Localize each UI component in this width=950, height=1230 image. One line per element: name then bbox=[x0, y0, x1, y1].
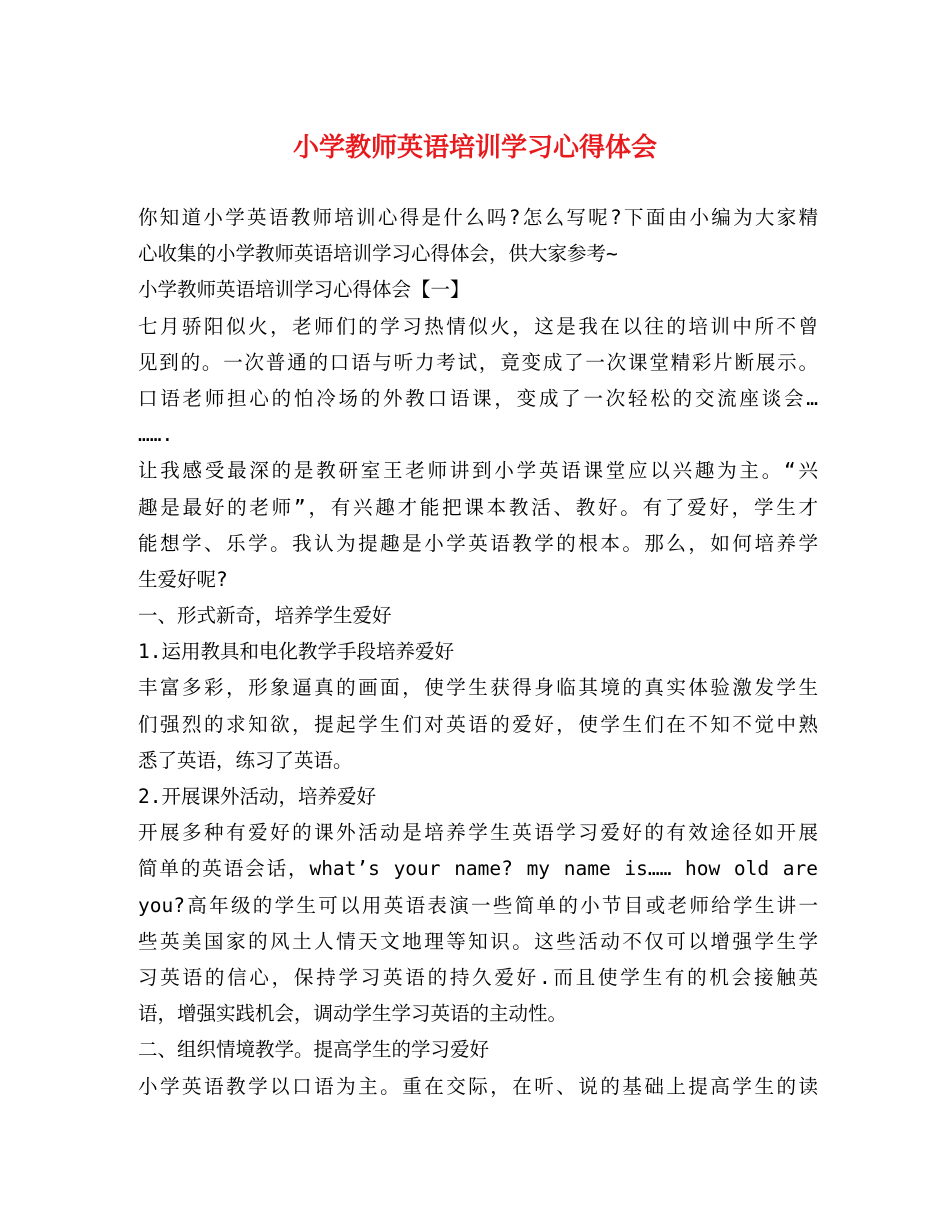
body-line: 开展多种有爱好的课外活动是培养学生英语学习爱好的有效途径如开展 bbox=[138, 821, 818, 845]
body-line: 口语老师担心的怕冷场的外教口语课，变成了一次轻松的交流座谈会… bbox=[138, 386, 818, 410]
body-line: 心收集的小学教师英语培训学习心得体会，供大家参考~ bbox=[138, 242, 618, 266]
section-heading: 二、组织情境教学。提高学生的学习爱好 bbox=[138, 1038, 490, 1062]
body-line: ……. bbox=[138, 423, 174, 447]
body-line: 习英语的信心，保持学习英语的持久爱好.而且使学生有的机会接触英 bbox=[138, 965, 818, 989]
section-heading: 小学教师英语培训学习心得体会【一】 bbox=[138, 278, 470, 302]
document-body bbox=[138, 200, 818, 1105]
body-line: you?高年级的学生可以用英语表演一些简单的小节目或老师给学生讲一 bbox=[138, 893, 818, 917]
body-line: 悉了英语，练习了英语。 bbox=[138, 748, 353, 772]
body-line: 让我感受最深的是教研室王老师讲到小学英语课堂应以兴趣为主。“兴 bbox=[138, 459, 818, 483]
body-line: 生爱好呢? bbox=[138, 567, 228, 591]
body-line: 七月骄阳似火，老师们的学习热情似火，这是我在以往的培训中所不曾 bbox=[138, 314, 818, 338]
body-line: 你知道小学英语教师培训心得是什么吗?怎么写呢?下面由小编为大家精 bbox=[138, 206, 818, 229]
body-line: 语，增强实践机会，调动学生学习英语的主动性。 bbox=[138, 1002, 568, 1026]
body-line: 见到的。一次普通的口语与听力考试，竟变成了一次课堂精彩片断展示。 bbox=[138, 350, 818, 374]
section-heading: 一、形式新奇，培养学生爱好 bbox=[138, 604, 392, 628]
subsection-heading: 1.运用教具和电化教学手段培养爱好 bbox=[138, 640, 454, 664]
document-title: 小学教师英语培训学习心得体会 bbox=[292, 133, 657, 163]
body-line: 小学英语教学以口语为主。重在交际，在听、说的基础上提高学生的读 bbox=[138, 1074, 818, 1098]
body-line: 趣是最好的老师”，有兴趣才能把课本教活、教好。有了爱好，学生才 bbox=[138, 495, 818, 519]
body-line: 们强烈的求知欲，提起学生们对英语的爱好，使学生们在不知不觉中熟 bbox=[138, 712, 818, 736]
body-line: 些英美国家的风土人情天文地理等知识。这些活动不仅可以增强学生学 bbox=[138, 929, 818, 953]
body-line: 简单的英语会话，what’s your name? my name is…… how old are bbox=[138, 857, 818, 881]
subsection-heading: 2.开展课外活动，培养爱好 bbox=[138, 785, 376, 808]
body-line: 能想学、乐学。我认为提趣是小学英语教学的根本。那么，如何培养学 bbox=[138, 531, 818, 555]
body-line: 丰富多彩，形象逼真的画面，使学生获得身临其境的真实体验激发学生 bbox=[138, 676, 818, 700]
